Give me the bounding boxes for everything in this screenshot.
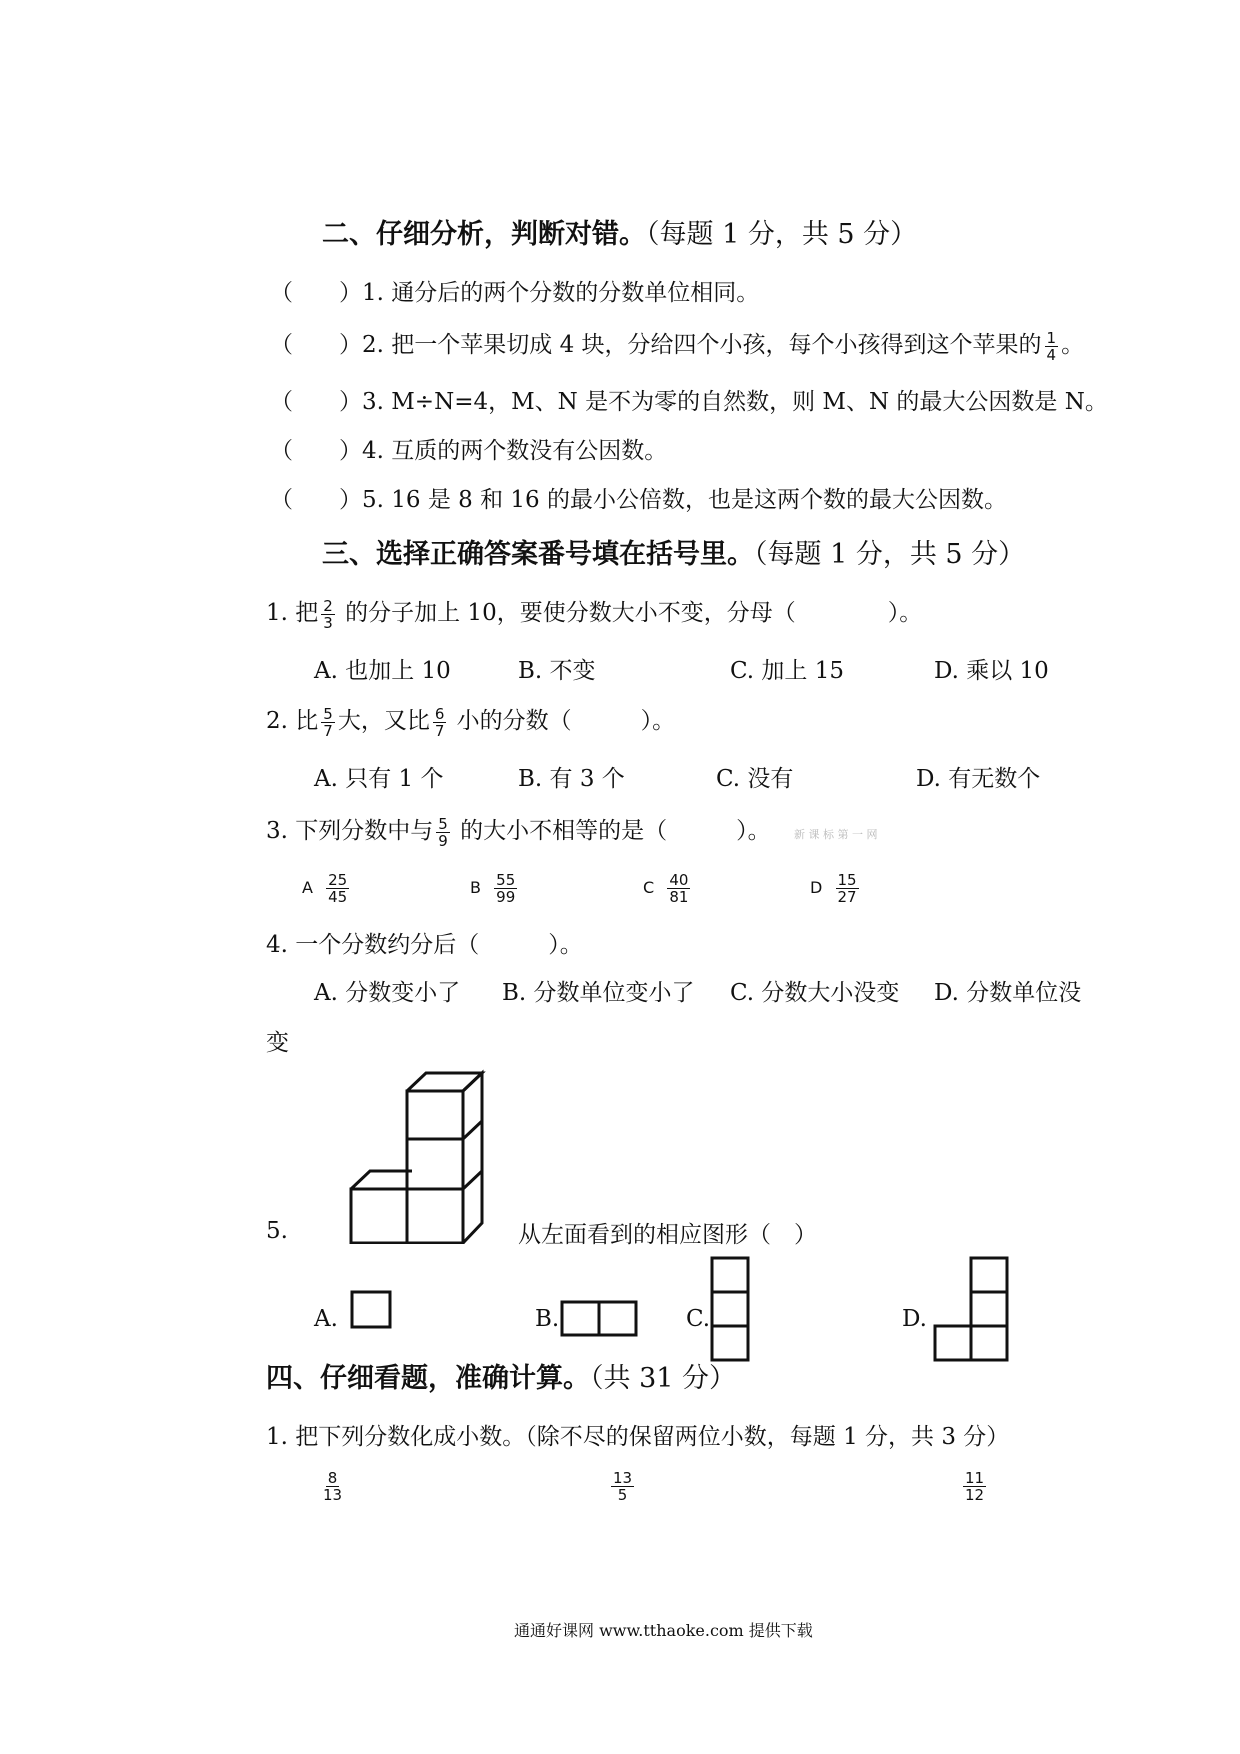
section-2-score: （每题 1 分，共 5 分） [646,219,918,250]
q2-option-a[interactable]: A. 只有 1 个 [314,766,444,792]
section-3-title: 三、选择正确答案番号填在括号里。 [322,539,754,570]
choice-question-4: 4. 一个分数约分后（ ）。 [266,932,583,958]
fraction: $\frac{25}{45}$ [328,871,348,906]
watermark: 新 课 标 第 一 网 [794,828,878,841]
q4-option-b[interactable]: B. 分数单位变小了 [502,980,695,1006]
fraction: $\frac{5}{9}$ [438,814,448,850]
choice-question-3: 3. 下列分数中与 $\frac{5}{9}$ 的大小不相等的是（ ）。 [266,814,771,850]
q4-option-d-wrap: 变 [266,1030,289,1056]
answer-paren[interactable]: （ ） [270,438,362,464]
fraction: $\frac{2}{3}$ [323,596,333,632]
calc-fraction-1: $\frac{8}{13}$ [323,1469,343,1504]
answer-paren[interactable]: （ ） [270,487,362,513]
section-4-title: 四、仔细看题，准确计算。 [266,1363,590,1394]
section-3-score: （每题 1 分，共 5 分） [754,539,1026,570]
q3-option-a[interactable]: A $\frac{25}{45}$ [302,871,348,906]
choice-question-2: 2. 比 $\frac{5}{7}$ 大，又比 $\frac{6}{7}$ 小的分数（ ）。 [266,704,676,740]
judge-item-1: （ ）1. 通分后的两个分数的分数单位相同。 [270,280,760,306]
q3-option-b[interactable]: B $\frac{55}{99}$ [470,871,516,906]
section-2-title: 二、仔细分析，判断对错。 [322,219,646,250]
fraction: $\frac{6}{7}$ [434,704,445,740]
q2-option-b[interactable]: B. 有 3 个 [518,766,625,792]
q2-option-c[interactable]: C. 没有 [716,766,794,792]
q5-option-a-shape[interactable] [350,1290,392,1330]
fraction: $\frac{5}{7}$ [323,704,333,740]
judge-item-2: （ ）2. 把一个苹果切成 4 块，分给四个小孩，每个小孩得到这个苹果的 $\frac{1}{4}$ 。 [270,328,1085,364]
answer-paren[interactable]: （ ） [270,280,362,306]
q3-option-c[interactable]: C $\frac{40}{81}$ [643,871,689,906]
q5-number: 5. [266,1218,288,1244]
choice-question-5: 从左面看到的相应图形（ ） [518,1222,817,1248]
fraction: $\frac{55}{99}$ [496,871,516,906]
q5-option-d-shape[interactable] [932,1256,1012,1366]
fraction: $\frac{15}{27}$ [837,871,857,906]
fraction: $\frac{40}{81}$ [669,871,689,906]
calc-question-1: 1. 把下列分数化成小数。（除不尽的保留两位小数，每题 1 分，共 3 分） [266,1424,1010,1450]
choice-question-1: 1. 把 $\frac{2}{3}$ 的分子加上 10，要使分数大小不变，分母（ ）。 [266,596,923,632]
q4-option-a[interactable]: A. 分数变小了 [314,980,461,1006]
q5-option-c[interactable]: C. [686,1306,711,1332]
cube-stack-figure [340,1068,490,1244]
q1-option-b[interactable]: B. 不变 [518,658,596,684]
q5-option-c-shape[interactable] [710,1256,752,1366]
q1-option-c[interactable]: C. 加上 15 [730,658,844,684]
q4-option-d[interactable]: D. 分数单位没 [934,980,1082,1006]
answer-paren[interactable]: （ ） [270,332,362,358]
section-4-score: （共 31 分） [590,1363,737,1394]
q5-option-b[interactable]: B. [535,1306,560,1332]
q4-option-c[interactable]: C. 分数大小没变 [730,980,900,1006]
q2-option-d[interactable]: D. 有无数个 [916,766,1041,792]
judge-item-5: （ ）5. 16 是 8 和 16 的最小公倍数，也是这两个数的最大公因数。 [270,487,1007,513]
page-footer[interactable]: 通通好课网 www.tthaoke.com 提供下载 [514,1621,813,1640]
section-4-heading [266,1356,736,1395]
judge-item-4: （ ）4. 互质的两个数没有公因数。 [270,438,668,464]
calc-fraction-3: $\frac{11}{12}$ [965,1469,985,1504]
q1-option-a[interactable]: A. 也加上 10 [314,658,451,684]
section-3-heading [322,532,1025,571]
q3-option-d[interactable]: D $\frac{15}{27}$ [810,871,857,906]
q5-option-d[interactable]: D. [902,1306,927,1332]
answer-paren[interactable]: （ ） [270,389,362,415]
q5-option-a[interactable]: A. [314,1306,338,1332]
q5-option-b-shape[interactable] [560,1300,640,1338]
fraction: $\frac{1}{4}$ [1046,328,1057,364]
q1-option-d[interactable]: D. 乘以 10 [934,658,1049,684]
calc-fraction-2: $\frac{13}{5}$ [613,1469,633,1504]
section-2-heading [322,212,917,251]
judge-item-3: （ ）3. M÷N=4，M、N 是不为零的自然数，则 M、N 的最大公因数是 N。 [270,389,1108,415]
